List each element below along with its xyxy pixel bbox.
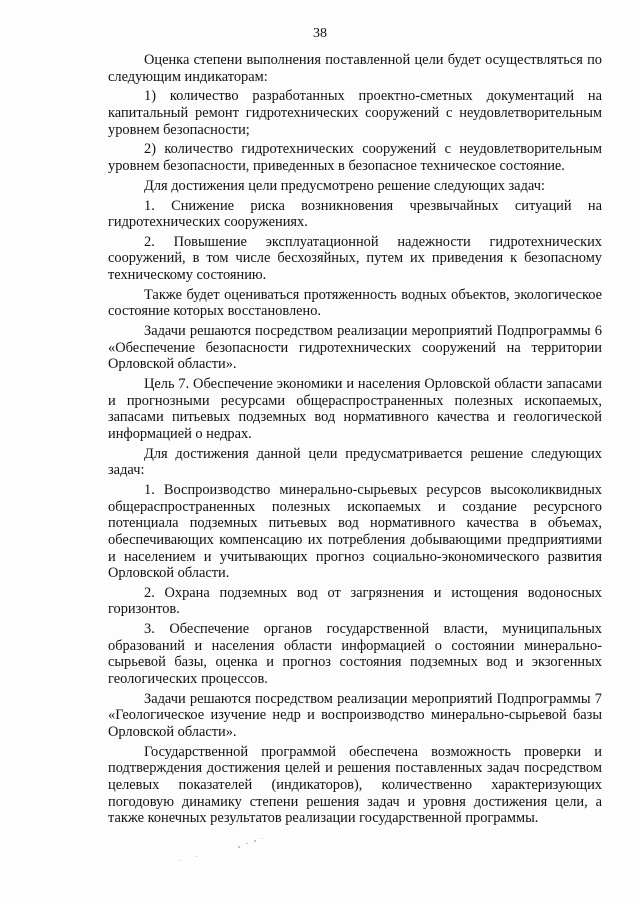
scan-speck xyxy=(254,840,256,842)
document-body xyxy=(108,52,602,830)
paragraph-goal-7-task-3: 3. Обеспечение органов государственной власти, муниципальных образований и населения области информацией о состоянии минерально-сырьевой базы, оценка и прогноз состояния подземных вод и экзогенных геологических процессов. xyxy=(108,621,602,688)
scan-speck xyxy=(180,860,181,861)
paragraph-subprogram-7: Задачи решаются посредством реализации мероприятий Подпрограммы 7 «Геологическое изучение недр и воспроизводство минерально-сырьевой базы Орловской области». xyxy=(108,690,602,740)
scan-speck xyxy=(196,856,197,857)
paragraph-goal-7: Цель 7. Обеспечение экономики и населения Орловской области запасами и прогнозными ресурсами общераспространенных полезных ископаемых, запасами питьевых подземных вод нормативного качества и геологической информацией о недрах. xyxy=(108,376,602,442)
paragraph-goal-7-tasks-intro: Для достижения данной цели предусматривается решение следующих задач: xyxy=(108,445,602,479)
page-number: 38 xyxy=(313,26,327,41)
scan-speck xyxy=(238,846,240,848)
scan-speck xyxy=(246,843,248,844)
paragraph-subprogram-6: Задачи решаются посредством реализации мероприятий Подпрограммы 6 «Обеспечение безопасности гидротехнических сооружений на территории Орловской области». xyxy=(108,323,602,373)
paragraph-goal-7-task-1: 1. Воспроизводство минерально-сырьевых ресурсов высоколиквидных общераспространенных полезных ископаемых и создание ресурсного потенциала подземных питьевых вод нормативного качества в объемах, обеспечивающих компенсацию их потребления добывающими предприятиями и населением и учитывающих прогноз социально-экономического развития Орловской области. xyxy=(108,482,602,582)
paragraph-evaluation-intro: Оценка степени выполнения поставленной цели будет осуществляться по следующим индикаторам: xyxy=(108,52,602,85)
paragraph-task-2: 2. Повышение эксплуатационной надежности гидротехнических сооружений, в том числе бесхозяйных, путем их приведения к безопасному техническому состоянию. xyxy=(108,233,602,284)
paragraph-task-1: 1. Снижение риска возникновения чрезвычайных ситуаций на гидротехнических сооружениях. xyxy=(108,197,602,231)
paragraph-water-length: Также будет оцениваться протяженность водных объектов, экологическое состояние которых восстановлено. xyxy=(108,286,602,320)
paragraph-indicator-1: 1) количество разработанных проектно-сметных документаций на капитальный ремонт гидротехнических сооружений с неудовлетворительным уровнем безопасности; xyxy=(108,88,602,138)
paragraph-tasks-intro: Для достижения цели предусмотрено решение следующих задач: xyxy=(144,177,545,194)
paragraph-goal-7-task-2: 2. Охрана подземных вод от загрязнения и истощения водоносных горизонтов. xyxy=(108,584,602,618)
paragraph-indicator-2: 2) количество гидротехнических сооружений с неудовлетворительным уровнем безопасности, приведенных в безопасное техническое состояние. xyxy=(108,141,602,174)
paragraph-program-verification: Государственной программой обеспечена возможность проверки и подтверждения достижения целей и решения поставленных задач посредством целевых показателей (индикаторов), количественно характеризующих погодовую динамику степени решения задач и уровня достижения цели, а также конечных результатов реализации государственной программы. xyxy=(108,743,602,827)
scan-speck xyxy=(262,838,263,839)
